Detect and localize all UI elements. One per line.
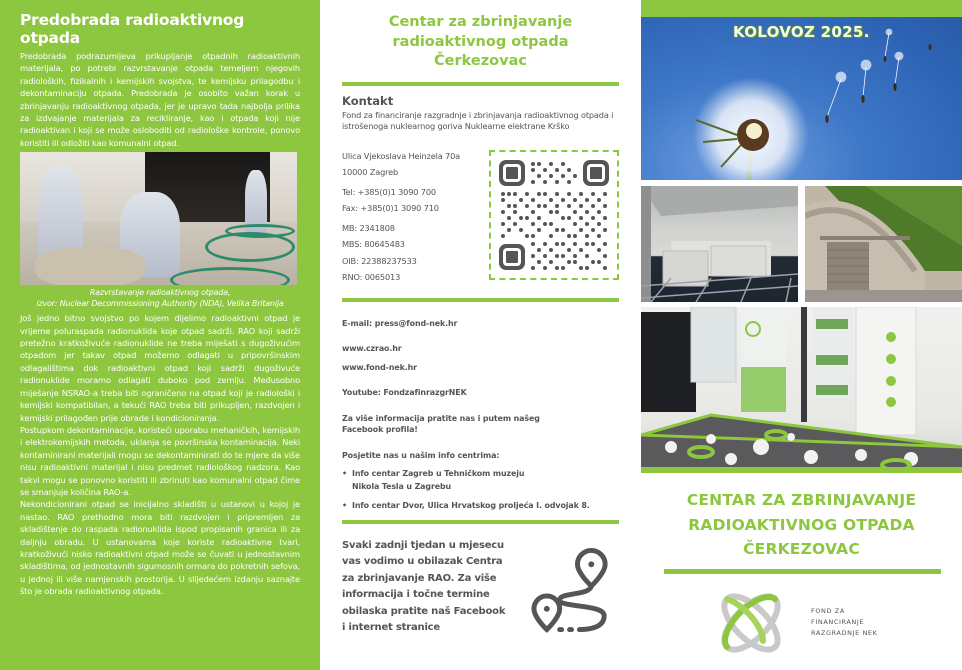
title-line: radioaktivnog otpada: [392, 33, 569, 50]
info-center-zagreb-cont: Nikola Tesla u Zagrebu: [352, 481, 452, 491]
address-block: [342, 148, 481, 286]
address-street: Ulica Vjekoslava Heinzela 70a: [342, 150, 461, 161]
phone-number: Tel: +385(0)1 3090 700: [342, 186, 436, 197]
paragraph-halflife: Još jedno bitno svojstvo po kojem dijelimo radioaktivni otpad je vrijeme poluraspada radionuklida koje otpad sadrži. RAO koji sadrži pretežno kratkoživuće radionuklide ne treba miješati s dugoživućim otpadom jer takav otpad možemo odlagati u pripovršinskim odlagalištima dok radioaktivni otpad koji sadrži dugoživuće radionuklide moramo odlagati duboko pod zemlju. Međusobno miješanje NSRAO-a treba biti ograničeno na otpad koji je radiološki i kemijski kompatibilan, a tekući RAO treba biti prikupljen, razdvojen i kemijski prilagođen prije obrade i kondicioniranja.: [20, 313, 300, 423]
top-green-strip: [641, 0, 962, 17]
route-map-pins-icon: [530, 546, 619, 636]
list-item: [342, 500, 619, 513]
qr-code[interactable]: [489, 150, 619, 280]
paragraph-storage: Nekondicionirani otpad se inicijalno skladišti u ustanovi u kojoj je nastao. RAO prethodno mora biti razdvojen i pripremljen za skladištenje do raspada radionuklida ispod propisanih granica ili za daljnju obradu. U ustanovama koje koriste radioaktivne tvari, kratkoživući nisko radioaktivni otpad može se čuvati u jednostavnim skladištima, od jednostavnih sigurnosnih ormara do pokretnih sefova, u jednoj ili više namjenskih prostorija. U slijedećem izdanju saznajte što je obrada radioaktivnog otpada.: [20, 499, 300, 597]
caption-line: Razvrstavanje radioaktivnog otpada,: [89, 288, 231, 298]
email-link[interactable]: E-mail: press@fond-nek.hr: [342, 318, 458, 328]
cover-title-line: CENTAR ZA ZBRINJAVANJE: [686, 491, 917, 509]
divider: [342, 520, 619, 524]
title-line: Čerkezovac: [434, 53, 527, 69]
bunker-illustration: [805, 186, 962, 302]
center-title: [342, 13, 619, 72]
fund-logo-text: [811, 606, 877, 639]
visit-heading: Posjetite nas u našim info centrima:: [342, 450, 500, 460]
tour-line: za zbrinjavanje RAO. Za više: [342, 572, 497, 584]
waste-sorting-photo: [20, 152, 297, 285]
issue-date: KOLOVOZ 2025.: [733, 23, 870, 41]
paragraph-intro: Predobrada podrazumijeva prikupljanje otpadnih radioaktivnih materijala, po potrebi razvrstavanje otpada temeljem njegovih radioloških, fizikalnih i kemijskih svojstva, te kemijsku prilagodbu i dekontaminaciju otpada. Predobrada je osobito važan korak u zbrinjavanju radioaktivnog otpada, jer je upravo tada najbolja prilika za izdvajanje materijala za recikliranje, kao i otpada koji nije radioaktivan i koji se može osloboditi od radiološke kontrole, ponovo koristiti ili odložiti kao komunalni otpad.: [20, 51, 300, 148]
divider: [342, 298, 619, 302]
storage-hall-photo: [641, 186, 798, 302]
cover-title-line: RADIOAKTIVNOG OTPADA: [688, 515, 915, 534]
info-centers-list: [342, 468, 619, 513]
list-item: [342, 468, 619, 493]
photo-caption: [20, 287, 300, 309]
tour-line: Svaki zadnji tjedan u mjesecu: [342, 539, 504, 551]
facebook-note-line2: Facebook profila!: [342, 425, 418, 434]
logo-text-line: FOND ZA: [811, 607, 845, 615]
contact-heading: Kontakt: [342, 93, 394, 108]
tour-line: vas vodimo u obilazak Centra: [342, 556, 503, 567]
right-panel: [641, 0, 962, 670]
storage-hall-illustration: [641, 186, 798, 302]
qr-code-icon: [499, 160, 609, 270]
hose-coil: [170, 267, 290, 285]
info-center-zagreb: • Info centar Zagreb u Tehničkom muzeju: [352, 469, 525, 478]
youtube-link[interactable]: Youtube: FondzafinrazgrNEK: [342, 388, 467, 397]
bunker-entrance-photo: [805, 186, 962, 302]
waste-bag: [35, 247, 145, 285]
section-heading: Predobrada radioaktivnog otpada: [20, 11, 245, 47]
exhibition-illustration: [641, 307, 962, 467]
dandelion-illustration: [641, 17, 962, 180]
divider: [342, 82, 619, 86]
left-panel: [0, 0, 320, 670]
contact-organization: Fond za financiranje razgradnje i zbrinjavanja radioaktivnog otpada i istrošenoga nuklearnog goriva Nuklearne elektrane Krško: [342, 109, 614, 131]
tour-text: [342, 538, 520, 637]
bottom-green-strip: [641, 467, 962, 473]
fax-number: Fax: +385(0)1 3090 710: [342, 203, 439, 213]
address-city: 10000 Zagreb: [342, 167, 399, 177]
facebook-note-line1: Za više informacija pratite nas i putem našeg: [342, 413, 540, 423]
oib-number: OIB: 22388237533: [342, 255, 417, 266]
tour-line: obilaska pratite naš Facebook: [342, 605, 506, 617]
info-center-exhibition-photo: [641, 307, 962, 467]
info-center-dvor: • Info centar Dvor, Ulica Hrvatskog proljeća I. odvojak 8.: [352, 501, 590, 510]
contact-links: [342, 318, 619, 513]
logo-text-line: FINANCIRANJE: [811, 618, 865, 626]
contact-details: [342, 148, 619, 286]
tour-line: informacija i točne termine: [342, 589, 490, 600]
middle-panel: [320, 0, 641, 670]
tour-info: [342, 538, 619, 637]
title-line: Centar za zbrinjavanje: [388, 14, 573, 30]
dandelion-cover-photo: [641, 17, 962, 180]
website-link-czrao[interactable]: www.czrao.hr: [342, 344, 402, 353]
website-link-fond-nek[interactable]: www.fond-nek.hr: [342, 362, 417, 372]
paragraph-decontamination: Postupkom dekontaminacije, koristeći uporabu mehaničkih, kemijskih i elektrokemijskih metoda, uklanja se površinska kontaminacija. Neki kontaminirani materijali mogu se dekontaminirati do te mjere da više nisu radioaktivni materijal i nisu predmet radiološkog nadzora. Kao takvi mogu se ponovno koristiti ili zbrinuti kao komunalni otpad čime se smanjuje količina RAO-a.: [20, 424, 300, 497]
rno-number: RNO: 0065013: [342, 272, 401, 282]
tour-line: i internet stranice: [342, 622, 440, 633]
atom-orbits-logo: [713, 585, 789, 661]
divider: [664, 569, 941, 574]
caption-source: izvor: Nuclear Decommissioning Authority (NDA), Velika Britanija: [36, 299, 284, 309]
mb-number: MB: 2341808: [342, 222, 395, 233]
cover-title: [641, 488, 962, 562]
logo-text-line: RAZGRADNJE NEK: [811, 629, 878, 637]
mbs-number: MBS: 80645483: [342, 239, 405, 249]
cover-title-line: ČERKEZOVAC: [743, 540, 860, 558]
